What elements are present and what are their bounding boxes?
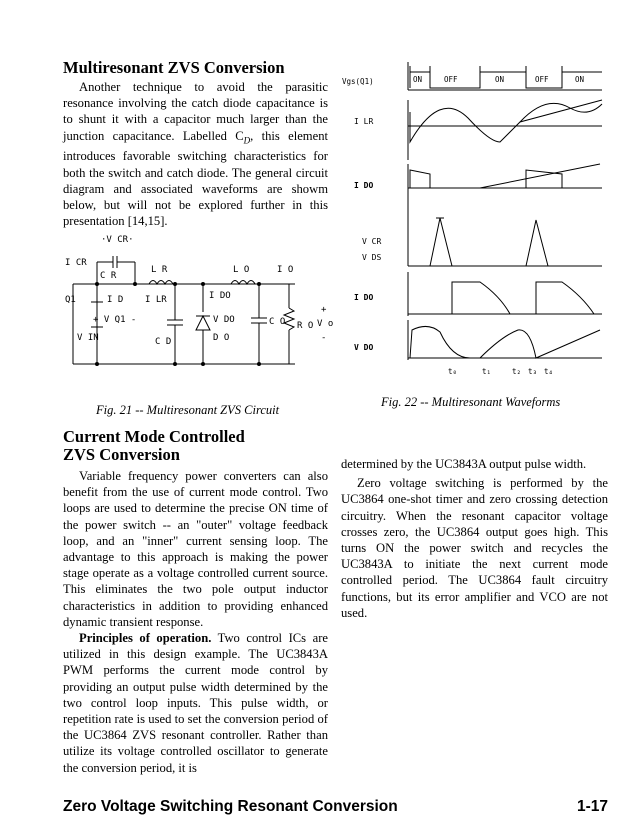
paragraph-text: Another technique to avoid the parasitic resonance involving the catch diode capacitance is to shunt it with a capacitor much larger than the junction capacitance. Labelled C: [63, 80, 328, 143]
gate-state-off: OFF: [444, 75, 458, 84]
gate-state-off: OFF: [535, 75, 549, 84]
label-lr: L R: [151, 265, 168, 275]
label-ido: I DO: [209, 291, 231, 301]
paragraph-text-end: , this element introduces favorable switching characteristics for both the switch and catch diode. The general circuit diagram and associated waveforms are showm below, but will not be explored further in this presentation [14,15].: [63, 128, 328, 229]
body-paragraph: Variable frequency power converters can also benefit from the use of current mode control. Two loops are used to determine the precise ON time of the power switch -- an "outer" voltage feedback loop, and an "inner" current sensing loop. The advantage to this approach is making the power stage operate as a voltage controlled current source. This eliminates the two pole output inductor characteristics in addition to providing enhanced dynamic transient response.: [63, 469, 328, 629]
time-label-t0: t₀: [448, 367, 458, 376]
label-ro: R O: [297, 321, 314, 331]
label-lo: L O: [233, 265, 250, 275]
trace-label-vdo: V DO: [354, 343, 374, 352]
time-label-t2: t₂: [512, 367, 522, 376]
principles-heading: Principles of operation.: [79, 631, 212, 646]
label-cr: C R: [100, 271, 117, 281]
label-vin: V IN: [77, 333, 99, 343]
figure-22-waveforms: [340, 60, 610, 380]
gate-state-on: ON: [413, 75, 423, 84]
label-q1: Q1: [65, 295, 76, 305]
section-current-mode: [63, 428, 328, 776]
section-title-line2: ZVS Conversion: [63, 445, 180, 464]
label-plus: +: [321, 305, 327, 315]
section-multiresonant: [63, 58, 328, 229]
body-paragraph: Zero voltage switching is performed by the UC3864 one-shot timer and zero crossing detection circuitry. When the resonant capacitor voltage crosses zero, the UC3864 output goes high. This turns ON the power switch and recycles the UC3843A to initiate the next current mode controlled period. The UC3864 fault circuitry functions, but its error amplifier and VCO are not used.: [341, 476, 608, 620]
label-cd: C D: [155, 337, 172, 347]
gate-state-on: ON: [575, 75, 585, 84]
label-do: D O: [213, 333, 230, 343]
footer-title: Zero Voltage Switching Resonant Conversion: [63, 798, 398, 815]
time-label-t1: t₁: [482, 367, 492, 376]
section-title-line1: Current Mode Controlled: [63, 427, 245, 446]
page-number: 1-17: [576, 798, 608, 815]
body-paragraph: [63, 79, 328, 229]
trace-label-vcr: V CR: [362, 237, 382, 246]
cd-subscript: D: [243, 135, 251, 146]
label-icr: I CR: [65, 258, 87, 268]
label-vo: V o: [317, 319, 333, 329]
page-footer: [63, 798, 608, 816]
time-label-t4: t₄: [544, 367, 554, 376]
label-co: C O: [269, 317, 286, 327]
gate-state-on: ON: [495, 75, 505, 84]
trace-label-ido-1: I DO: [354, 181, 374, 190]
trace-label-ilr: I LR: [354, 117, 374, 126]
trace-label-ido-2: I DO: [354, 293, 374, 302]
label-io: I O: [277, 265, 294, 275]
label-minus: -: [321, 333, 327, 343]
section-title: Multiresonant ZVS Conversion: [63, 58, 285, 77]
figure-21-circuit: [63, 232, 333, 392]
body-paragraph: [63, 630, 328, 776]
label-id: I D: [107, 295, 124, 305]
label-ilr: I LR: [145, 295, 167, 305]
label-vcr: ·V CR·: [101, 235, 134, 245]
label-vq1: + V Q1 -: [93, 315, 137, 325]
label-vgs: Vgs(Q1): [342, 77, 374, 86]
label-vdo: V DO: [213, 315, 235, 325]
circuit-diagram: [63, 232, 333, 392]
trace-label-vds: V DS: [362, 253, 382, 262]
paragraph-text: Two control ICs are utilized in this design example. The UC3843A PWM performs the current mode control by providing an output pulse width determined by the two control loop inputs. This pulse width, or repetition rate is used to set the conversion period of the UC3864 ZVS resonant controller. Rather than utilize its voltage controlled oscillator to generate the conversion period, it is: [63, 631, 328, 775]
body-paragraph: determined by the UC3843A output pulse width.: [341, 457, 587, 471]
right-column: [341, 456, 608, 621]
figure-22-caption: Fig. 22 -- Multiresonant Waveforms: [381, 395, 561, 409]
waveform-diagram: [340, 60, 610, 380]
time-label-t3: t₃: [528, 367, 538, 376]
figure-21-caption: Fig. 21 -- Multiresonant ZVS Circuit: [96, 403, 280, 417]
